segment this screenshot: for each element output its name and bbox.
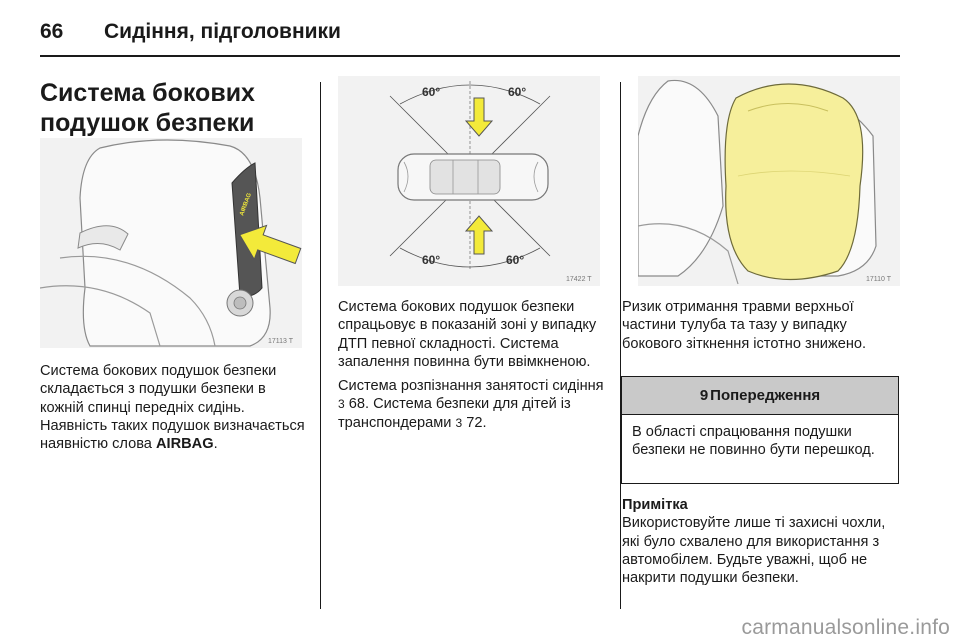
page-ref-icon: 3 <box>338 397 345 412</box>
intro-text: Система бокових подушок безпеки складається з подушки безпеки в кожній спинці передніх сидінь. Наявність таких подушок визначається наявністю слова <box>40 363 305 453</box>
column-divider <box>320 82 321 609</box>
page-ref-link[interactable]: 68. Система безпеки для дітей із транспондерами <box>338 396 571 431</box>
figure-code: 17422 T <box>566 276 592 283</box>
angle-label: 60° <box>506 253 525 267</box>
car-icon <box>398 154 548 200</box>
warning-title: Попередження <box>710 387 821 404</box>
page-ref-link[interactable]: 72. <box>466 414 487 431</box>
note-title: Примітка <box>622 497 688 513</box>
note-block <box>622 496 900 587</box>
page-ref-icon: 3 <box>455 415 463 430</box>
risk-text: Ризик отримання травми верхньої частини тулуба та тазу у випадку бокового зіткнення істотно знижено. <box>622 299 867 352</box>
warning-header <box>622 377 898 415</box>
running-title: Сидіння, підголовники <box>104 20 341 43</box>
seat-airbag-figure <box>40 138 302 348</box>
angle-label: 60° <box>508 85 527 99</box>
airbag-label: AIRBAG <box>239 192 253 217</box>
airbag-emphasis: AIRBAG <box>155 436 214 453</box>
angle-label: 60° <box>422 253 441 267</box>
header-rule <box>40 55 900 57</box>
figure-code: 17110 T <box>866 276 892 283</box>
note-text: Використовуйте лише ті захисні чохли, які було схвалено для використання з автомобілем. Будьте уважні, щоб не накрити подушки безпеки. <box>622 515 886 587</box>
warning-text: В області спрацювання подушки безпеки не повинно бути перешкод. <box>632 424 875 459</box>
warning-box <box>621 376 899 484</box>
page-number: 66 <box>40 20 64 43</box>
deployed-airbag-figure <box>638 76 900 286</box>
occupancy-text: Система розпізнання занятості сидіння <box>338 378 604 395</box>
deployment-text <box>338 298 608 438</box>
risk-paragraph <box>622 298 900 359</box>
sentence-end: . <box>213 436 218 453</box>
airbag-shape <box>725 84 863 280</box>
intro-paragraph <box>40 362 310 459</box>
occupancy-paragraph <box>338 377 608 432</box>
deployment-zone-figure <box>338 76 600 286</box>
figure-code: 17113 T <box>268 338 294 345</box>
watermark: carmanualsonline.info <box>741 616 950 639</box>
angle-label: 60° <box>422 85 441 99</box>
column-divider <box>620 82 621 609</box>
section-title: Система бокових подушок безпеки <box>40 79 255 137</box>
deployment-paragraph: Система бокових подушок безпеки спрацьовує в показаній зоні у випадку ДТП певної складності. Система запалення повинна бути ввімкненою. <box>338 299 597 370</box>
warning-triangle-icon: 9 <box>699 387 709 404</box>
